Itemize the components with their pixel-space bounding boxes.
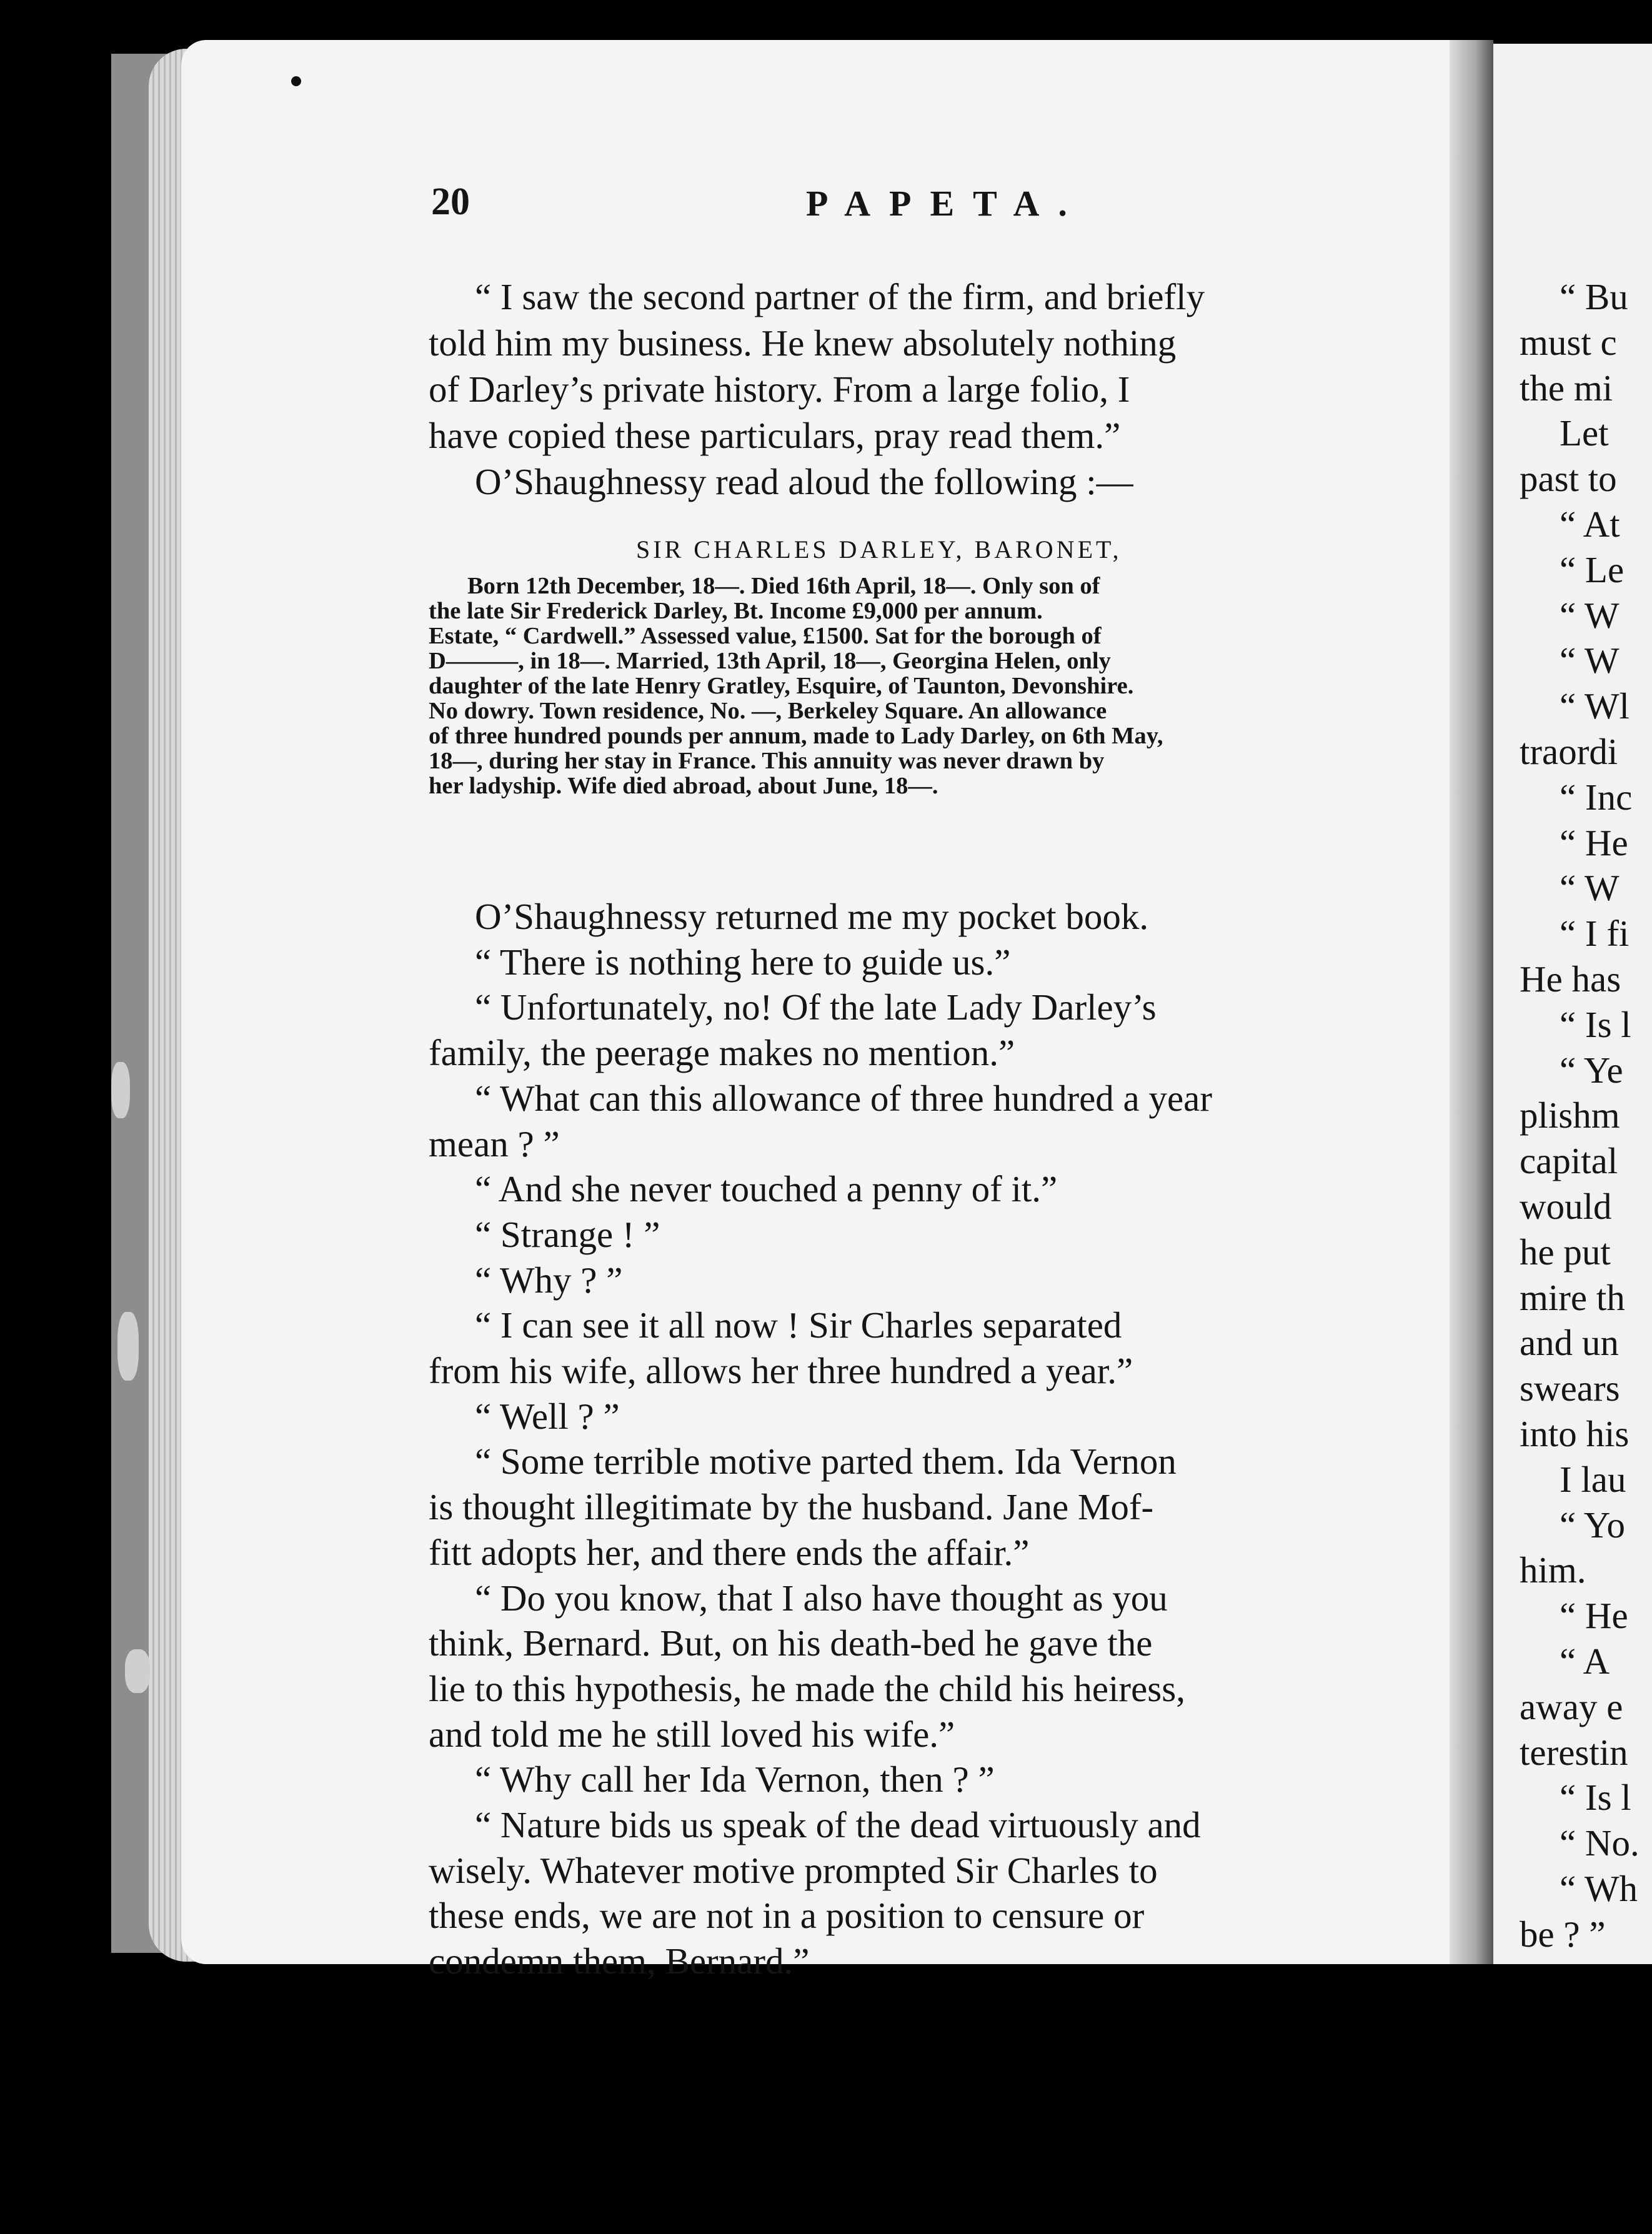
text-line: “ At [1560,504,1620,545]
text-line: “ W [1560,867,1620,909]
page-gutter [1450,40,1493,1964]
text-line: of three hundred pounds per annum, made to Lady Darley, on 6th May, [429,723,1163,749]
text-line: “ I fi [1560,913,1630,955]
text-line: “ Yo [1560,1504,1625,1546]
text-line: “ And she never touched a penny of it.” [475,1168,1058,1210]
running-title: PAPETA. [806,183,1086,224]
text-line: “ Ye [1560,1049,1623,1091]
text-line: “ Bu [1560,276,1628,317]
text-line: daughter of the late Henry Gratley, Esquire, of Taunton, Devonshire. [429,673,1134,699]
text-line: “ Do you know, that I also have thought as you [475,1577,1168,1619]
text-line: condemn them, Bernard.” [429,1940,810,1982]
text-line: Born 12th December, 18—. Died 16th April, 18—. Only son of [467,573,1100,599]
text-line: D———, in 18—. Married, 13th April, 18—, Georgina Helen, only [429,648,1111,674]
text-line: O’Shaughnessy returned me my pocket book. [475,896,1149,937]
text-line: traordi [1520,731,1618,772]
text-line: is thought illegitimate by the husband. Jane Mof- [429,1486,1154,1528]
text-line: Estate, “ Cardwell.” Assessed value, £1500. Sat for the borough of [429,623,1102,649]
edge-speck [125,1649,150,1693]
text-line: family, the peerage makes no mention.” [429,1032,1015,1074]
edge-speck [117,1312,139,1381]
text-line: of Darley’s private history. From a large folio, I [429,369,1130,410]
text-line: “ Is l [1560,1777,1631,1819]
text-line: “ Is l [1560,1003,1631,1045]
text-line: from his wife, allows her three hundred a year.” [429,1350,1133,1391]
text-line: he put [1520,1231,1611,1273]
text-line: the late Sir Frederick Darley, Bt. Income £9,000 per annum. [429,598,1043,624]
text-line: would [1520,1186,1612,1227]
text-line: “ He [1560,1595,1628,1637]
text-line: him. [1520,1549,1586,1591]
text-line: No dowry. Town residence, No. —, Berkeley Square. An allowance [429,698,1107,724]
text-line: “ Strange ! ” [475,1213,660,1255]
text-line: “ Nature bids us speak of the dead virtuously and [475,1804,1201,1845]
text-line: He has [1520,958,1621,1000]
text-line: plishm [1520,1095,1620,1136]
record-heading: SIR CHARLES DARLEY, BARONET, [636,535,1122,563]
text-line: be ? ” [1520,1913,1606,1955]
text-line: past to [1520,458,1617,500]
text-line: the mi [1520,367,1613,409]
text-line: “ What can this allowance of three hundred a year [475,1077,1212,1119]
text-line: must c [1520,321,1617,363]
text-line: lie to this hypothesis, he made the child his heiress, [429,1667,1185,1709]
text-line: “ There is nothing here to guide us.” [475,941,1011,983]
page-number: 20 [431,181,470,223]
text-line: into his [1520,1413,1630,1454]
text-line: “ Why call her Ida Vernon, then ? ” [475,1759,995,1800]
text-line: “ Wh [1560,1868,1638,1909]
text-line: think, Bernard. But, on his death-bed he gave the [429,1622,1153,1664]
edge-speck [111,1062,130,1118]
text-line: “ W [1560,594,1620,636]
text-line: O’Shaughnessy read aloud the following :— [475,461,1133,502]
text-line: “ He [1560,822,1628,863]
text-line: I lau [1560,1458,1626,1500]
text-line: “ No. [1560,1822,1640,1864]
text-line: swears [1520,1368,1620,1409]
text-line: have copied these particulars, pray read them.” [429,415,1121,456]
text-line: “ Why ? ” [475,1259,623,1301]
text-line: “ Well ? ” [475,1395,620,1437]
text-line: away e [1520,1685,1623,1727]
text-line: fitt adopts her, and there ends the affair.” [429,1531,1030,1573]
text-line: mire th [1520,1276,1625,1318]
ink-dot [291,76,301,86]
text-line: “ Wl [1560,685,1630,727]
text-line: capital [1520,1140,1618,1182]
text-line: and told me he still loved his wife.” [429,1713,955,1755]
text-line: “ Le [1560,549,1625,590]
text-line: wisely. Whatever motive prompted Sir Charles to [429,1849,1158,1891]
text-line: “ Some terrible motive parted them. Ida Vernon [475,1441,1177,1482]
text-line: “ Unfortunately, no! Of the late Lady Darley’s [475,986,1157,1028]
text-line: “ A [1560,1641,1610,1682]
text-line: Let [1560,412,1609,454]
text-line: “ W [1560,640,1620,682]
text-line: and un [1520,1322,1619,1364]
text-line: mean ? ” [429,1123,560,1164]
text-line: these ends, we are not in a position to censure or [429,1895,1145,1937]
text-line: her ladyship. Wife died abroad, about June, 18—. [429,773,938,799]
text-line: “ Inc [1560,776,1633,818]
text-line: told him my business. He knew absolutely nothing [429,322,1177,364]
text-line: “ I saw the second partner of the firm, and briefly [475,276,1205,317]
text-line: 18—, during her stay in France. This annuity was never drawn by [429,748,1105,774]
text-line: “ I can see it all now ! Sir Charles separated [475,1304,1122,1346]
text-line: terestin [1520,1731,1628,1773]
